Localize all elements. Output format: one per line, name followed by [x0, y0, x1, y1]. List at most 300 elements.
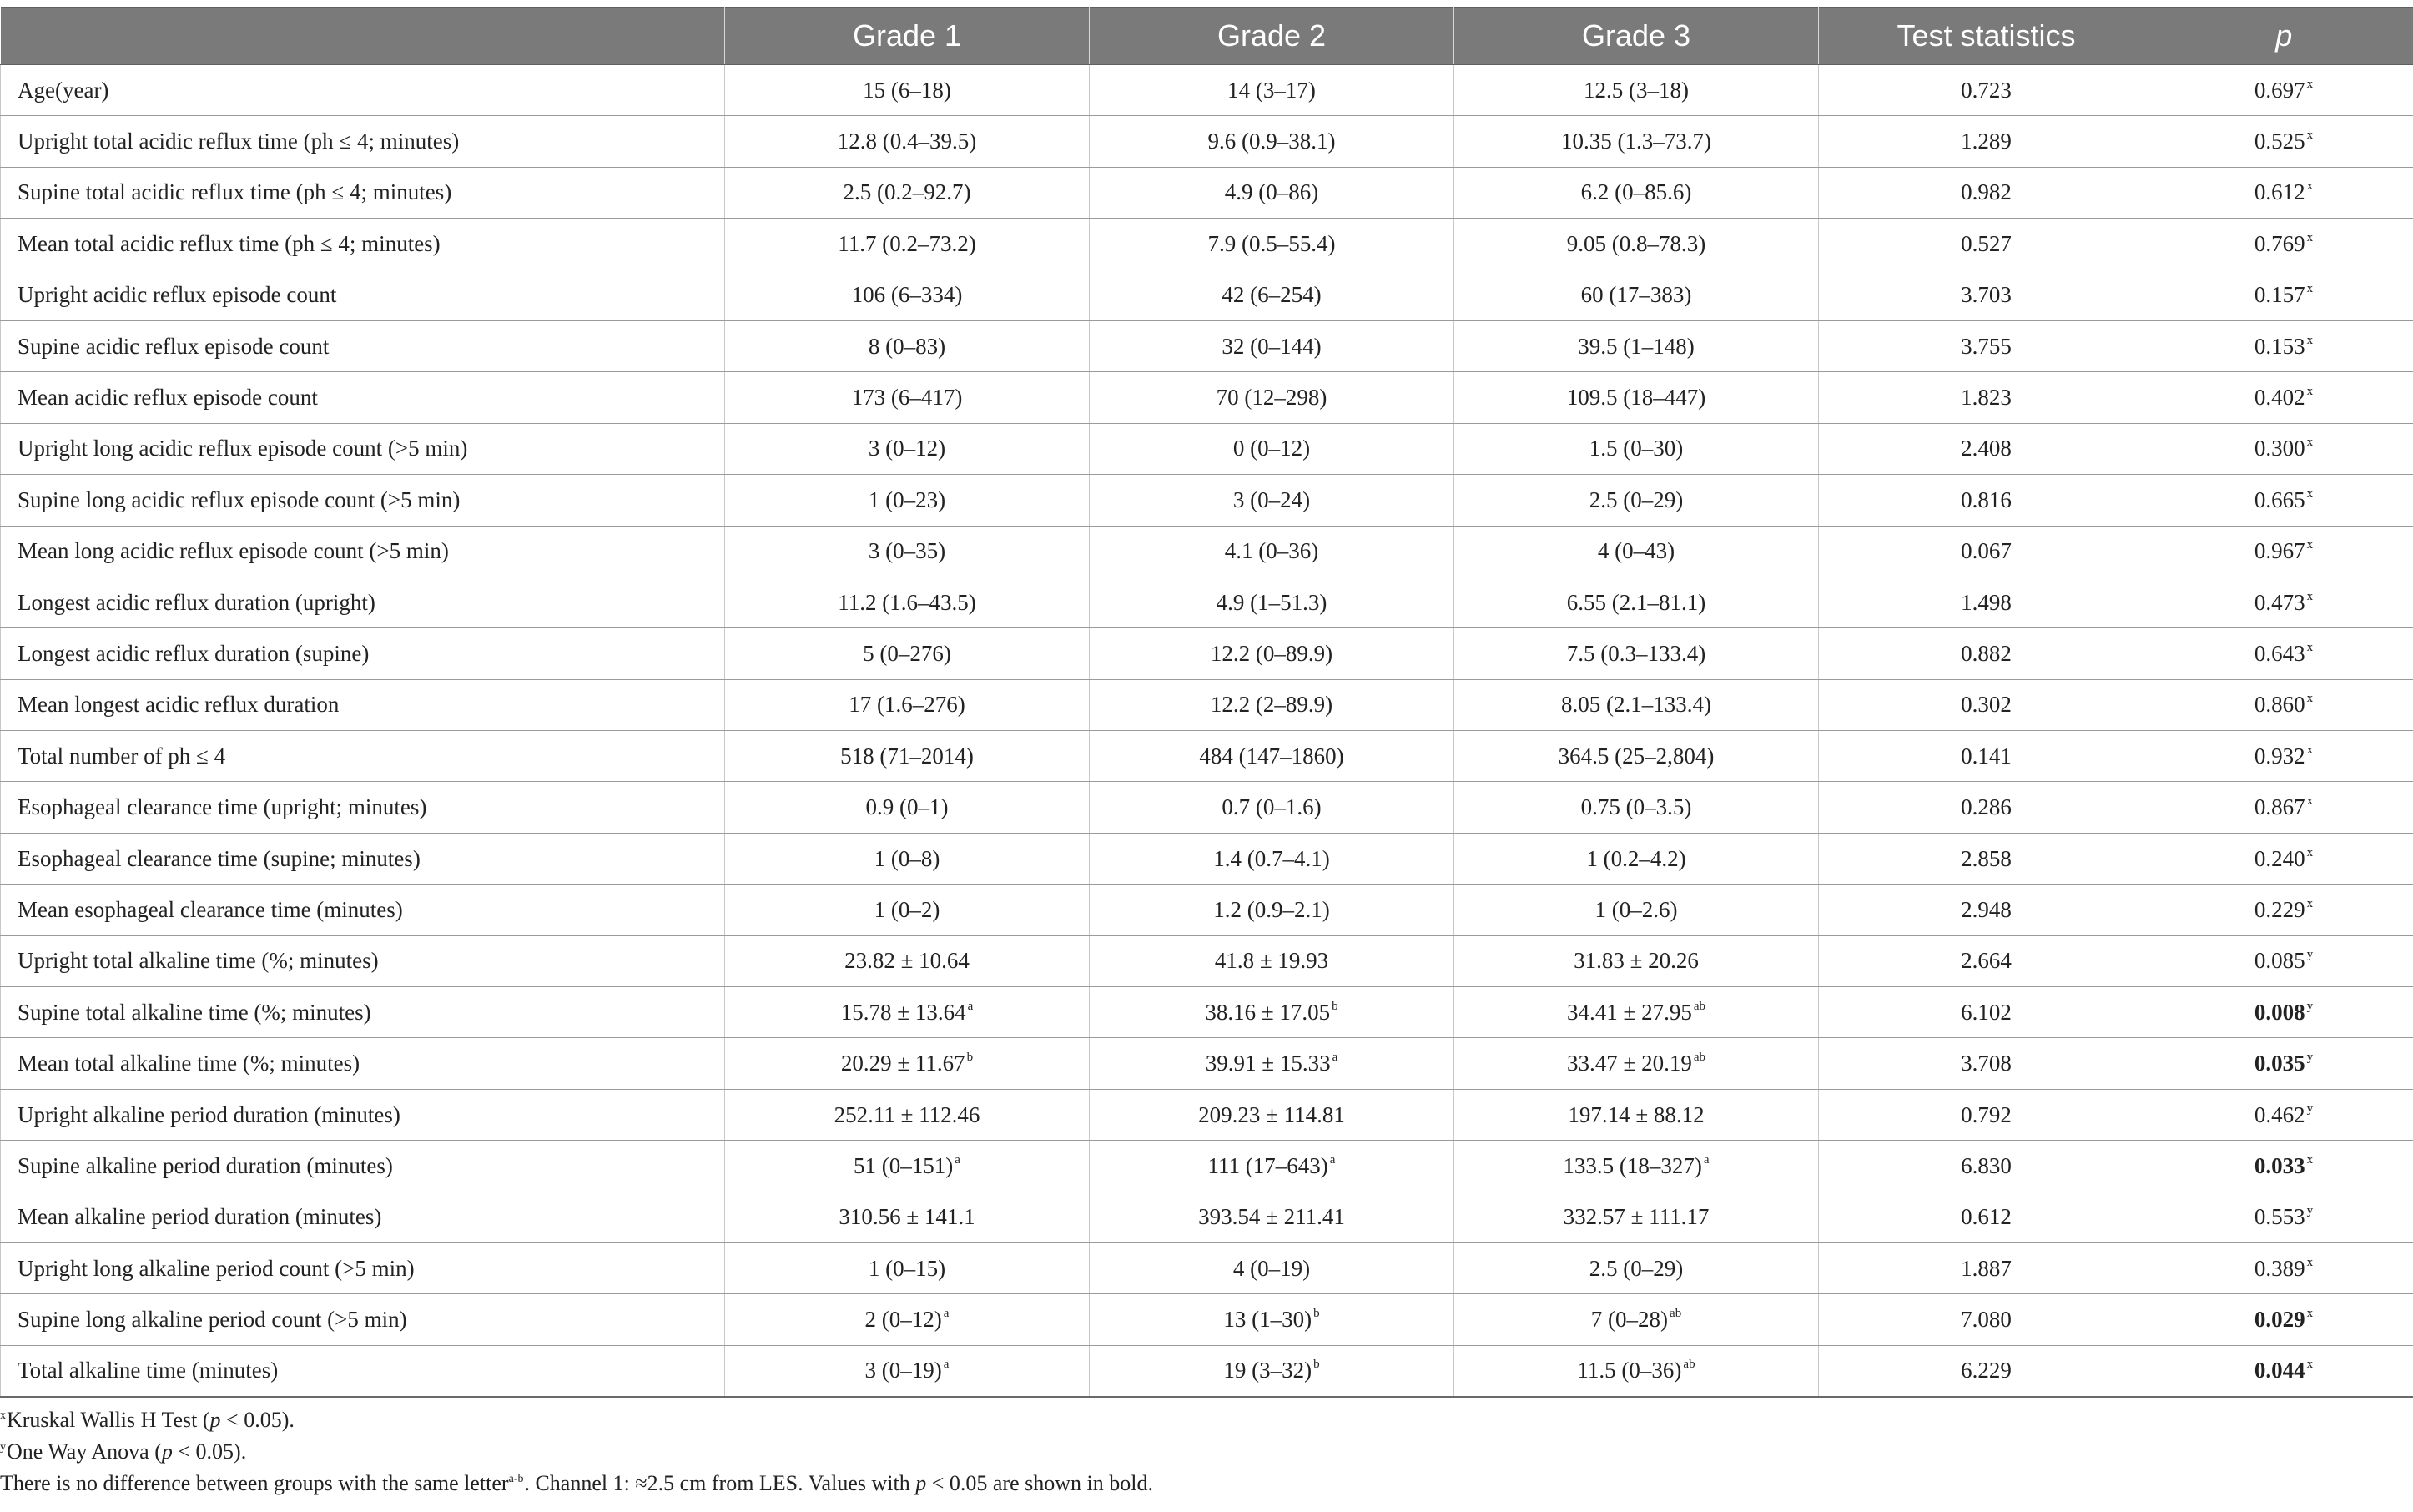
cell-value: 8 (0–83): [868, 333, 946, 359]
test-statistic-cell: 0.982: [1819, 167, 2154, 218]
header-cell-grade-3: Grade 3: [1454, 8, 1819, 65]
grade-1-cell: [725, 1242, 1090, 1293]
cell-value: 20.29 ± 11.67: [840, 1051, 965, 1076]
test-statistic-cell: 1.823: [1819, 372, 2154, 423]
group-letter: a: [943, 1307, 950, 1321]
grade-1-cell: [725, 475, 1090, 526]
row-label: Age(year): [1, 65, 725, 116]
footnote-note: [0, 1468, 1153, 1499]
cell-value: 15 (6–18): [863, 77, 951, 103]
cell-value: 9.6 (0.9–38.1): [1207, 129, 1336, 154]
test-marker: x: [2306, 1255, 2314, 1269]
footnote-x-tail: < 0.05).: [220, 1408, 295, 1432]
test-marker: x: [2306, 385, 2314, 399]
cell-value: 4.1 (0–36): [1224, 538, 1319, 564]
p-value-cell: [2154, 167, 2413, 218]
grade-1-cell: [725, 935, 1090, 986]
p-value: 0.867: [2254, 794, 2305, 820]
table-body: [1, 65, 2413, 1398]
footnote-x-mark: x: [0, 1409, 6, 1422]
cell-value: 2.5 (0.2–92.7): [843, 179, 971, 205]
footnote-y-tail: < 0.05).: [172, 1439, 247, 1464]
group-letter: a: [1332, 1051, 1338, 1065]
header-cell-grade-2: Grade 2: [1090, 8, 1454, 65]
cell-value: 12.2 (0–89.9): [1210, 640, 1333, 666]
cell-value: 60 (17–383): [1580, 282, 1692, 308]
test-marker: x: [2306, 538, 2314, 552]
cell-value: 111 (17–643): [1207, 1152, 1328, 1178]
table-row: [1, 782, 2413, 833]
group-letter: b: [1313, 1358, 1320, 1372]
grade-1-cell: [725, 1345, 1090, 1397]
row-label: Longest acidic reflux duration (upright): [1, 577, 725, 627]
p-value-cell: [2154, 935, 2413, 986]
table-row: [1, 679, 2413, 730]
group-letter: ab: [1693, 1051, 1705, 1065]
test-statistic-cell: 6.229: [1819, 1345, 2154, 1397]
row-label: Supine acidic reflux episode count: [1, 320, 725, 371]
test-marker: x: [2306, 436, 2314, 450]
cell-value: 1.4 (0.7–4.1): [1213, 845, 1330, 871]
cell-value: 39.91 ± 15.33: [1205, 1051, 1331, 1076]
test-marker: x: [2306, 640, 2314, 654]
test-statistic-cell: 0.612: [1819, 1192, 2154, 1242]
grade-2-cell: [1090, 475, 1454, 526]
test-statistic-cell: 0.792: [1819, 1089, 2154, 1140]
table-row: [1, 116, 2413, 167]
test-marker: x: [2306, 333, 2314, 347]
grade-2-cell: [1090, 1294, 1454, 1345]
table-row: [1, 475, 2413, 526]
p-value-cell: [2154, 628, 2413, 679]
test-statistic-cell: 0.527: [1819, 219, 2154, 270]
cell-value: 0.7 (0–1.6): [1222, 794, 1322, 820]
test-statistic-cell: 6.830: [1819, 1141, 2154, 1192]
grade-1-cell: [725, 1089, 1090, 1140]
p-value: 0.967: [2254, 538, 2305, 564]
table-row: [1, 987, 2413, 1038]
table-row: [1, 372, 2413, 423]
grade-1-cell: [725, 833, 1090, 884]
footnote-x-p: p: [209, 1408, 221, 1432]
test-statistic-cell: 0.723: [1819, 65, 2154, 116]
cell-value: 23.82 ± 10.64: [844, 948, 970, 974]
p-value: 0.229: [2254, 896, 2305, 922]
grade-1-cell: [725, 167, 1090, 218]
p-value-cell: [2154, 679, 2413, 730]
cell-value: 42 (6–254): [1222, 282, 1322, 308]
test-statistic-cell: 2.664: [1819, 935, 2154, 986]
grade-1-cell: [725, 270, 1090, 320]
grade-3-cell: [1454, 833, 1819, 884]
test-marker: y: [2306, 1051, 2314, 1065]
grade-2-cell: [1090, 987, 1454, 1038]
p-value-cell: [2154, 577, 2413, 627]
grade-1-cell: [725, 731, 1090, 782]
test-statistic-cell: 3.708: [1819, 1038, 2154, 1089]
p-value-cell: [2154, 270, 2413, 320]
cell-value: 1 (0–23): [868, 486, 946, 512]
group-letter: a: [943, 1358, 950, 1372]
cell-value: 5 (0–276): [863, 640, 951, 666]
table-row: [1, 833, 2413, 884]
cell-value: 1 (0.2–4.2): [1586, 845, 1686, 871]
p-value-cell: [2154, 833, 2413, 884]
grade-2-cell: [1090, 372, 1454, 423]
footnote-note-b: . Channel 1: ≈2.5 cm from LES. Values with: [524, 1471, 916, 1495]
cell-value: 9.05 (0.8–78.3): [1566, 230, 1706, 256]
p-value: 0.462: [2254, 1101, 2305, 1127]
footnote-note-p: p: [915, 1471, 927, 1495]
test-marker: x: [2306, 1307, 2314, 1321]
p-value: 0.157: [2254, 282, 2305, 308]
grade-1-cell: [725, 219, 1090, 270]
p-value: 0.033: [2254, 1152, 2305, 1178]
cell-value: 14 (3–17): [1227, 77, 1316, 103]
grade-3-cell: [1454, 987, 1819, 1038]
grade-2-cell: [1090, 167, 1454, 218]
grade-1-cell: [725, 372, 1090, 423]
test-statistic-cell: 3.703: [1819, 270, 2154, 320]
grade-2-cell: [1090, 1242, 1454, 1293]
cell-value: 41.8 ± 19.93: [1214, 948, 1329, 974]
cell-value: 7 (0–28): [1590, 1307, 1669, 1333]
table-row: [1, 1038, 2413, 1089]
row-label: Total number of ph ≤ 4: [1, 731, 725, 782]
p-value: 0.044: [2254, 1358, 2305, 1383]
p-value: 0.643: [2254, 640, 2305, 666]
row-label: Mean long acidic reflux episode count (>5 min): [1, 526, 725, 577]
grade-2-cell: [1090, 320, 1454, 371]
cell-value: 1 (0–2): [874, 896, 940, 922]
cell-value: 106 (6–334): [851, 282, 963, 308]
results-table-container: [0, 7, 2413, 1398]
cell-value: 12.2 (2–89.9): [1210, 692, 1333, 718]
p-value-cell: [2154, 1089, 2413, 1140]
row-label: Supine total alkaline time (%; minutes): [1, 987, 725, 1038]
p-value: 0.473: [2254, 589, 2305, 615]
grade-2-cell: [1090, 423, 1454, 474]
p-value-cell: [2154, 320, 2413, 371]
table-row: [1, 935, 2413, 986]
row-label: Upright total alkaline time (%; minutes): [1, 935, 725, 986]
cell-value: 12.5 (3–18): [1584, 77, 1689, 103]
grade-3-cell: [1454, 1345, 1819, 1397]
grade-2-cell: [1090, 1038, 1454, 1089]
grade-3-cell: [1454, 1089, 1819, 1140]
row-label: Upright long alkaline period count (>5 min): [1, 1242, 725, 1293]
cell-value: 1.2 (0.9–2.1): [1213, 896, 1330, 922]
test-statistic-cell: 7.080: [1819, 1294, 2154, 1345]
cell-value: 109.5 (18–447): [1566, 385, 1706, 411]
p-value-cell: [2154, 219, 2413, 270]
cell-value: 4.9 (1–51.3): [1216, 589, 1327, 615]
cell-value: 1 (0–2.6): [1594, 896, 1678, 922]
cell-value: 252.11 ± 112.46: [834, 1101, 980, 1127]
grade-1-cell: [725, 526, 1090, 577]
group-letter: b: [1313, 1307, 1320, 1321]
test-statistic-cell: 0.816: [1819, 475, 2154, 526]
p-value-cell: [2154, 1038, 2413, 1089]
grade-3-cell: [1454, 1242, 1819, 1293]
grade-1-cell: [725, 885, 1090, 935]
row-label: Upright alkaline period duration (minutes): [1, 1089, 725, 1140]
table-row: [1, 1242, 2413, 1293]
p-value: 0.153: [2254, 333, 2305, 359]
grade-3-cell: [1454, 1141, 1819, 1192]
p-value-cell: [2154, 423, 2413, 474]
p-value-cell: [2154, 731, 2413, 782]
p-value: 0.035: [2254, 1051, 2305, 1076]
test-marker: x: [2306, 845, 2314, 859]
cell-value: 34.41 ± 27.95: [1567, 999, 1692, 1025]
grade-2-cell: [1090, 731, 1454, 782]
table-row: [1, 65, 2413, 116]
p-value: 0.769: [2254, 230, 2305, 256]
cell-value: 4.9 (0–86): [1224, 179, 1319, 205]
group-letter: ab: [1693, 999, 1705, 1013]
grade-1-cell: [725, 320, 1090, 371]
grade-2-cell: [1090, 833, 1454, 884]
test-marker: x: [2306, 794, 2314, 809]
grade-3-cell: [1454, 219, 1819, 270]
row-label: Mean acidic reflux episode count: [1, 372, 725, 423]
p-value: 0.300: [2254, 436, 2305, 461]
grade-1-cell: [725, 628, 1090, 679]
cell-value: 39.5 (1–148): [1578, 333, 1695, 359]
p-value-cell: [2154, 65, 2413, 116]
test-marker: x: [2306, 230, 2314, 244]
grade-2-cell: [1090, 1192, 1454, 1242]
test-statistic-cell: 1.887: [1819, 1242, 2154, 1293]
group-letter: b: [966, 1051, 974, 1065]
row-label: Upright long acidic reflux episode count (>5 min): [1, 423, 725, 474]
cell-value: 518 (71–2014): [840, 743, 974, 769]
results-table: [0, 7, 2413, 1398]
grade-2-cell: [1090, 885, 1454, 935]
grade-2-cell: [1090, 679, 1454, 730]
table-row: [1, 577, 2413, 627]
header-cell-grade-1: Grade 1: [725, 8, 1090, 65]
footnote-note-a: There is no difference between groups with the same letter: [0, 1471, 509, 1495]
grade-1-cell: [725, 1192, 1090, 1242]
cell-value: 209.23 ± 114.81: [1198, 1101, 1345, 1127]
grade-2-cell: [1090, 577, 1454, 627]
grade-3-cell: [1454, 270, 1819, 320]
grade-3-cell: [1454, 475, 1819, 526]
cell-value: 38.16 ± 17.05: [1205, 999, 1331, 1025]
grade-3-cell: [1454, 935, 1819, 986]
cell-value: 11.7 (0.2–73.2): [838, 230, 976, 256]
test-marker: x: [2306, 77, 2314, 91]
p-value-cell: [2154, 1294, 2413, 1345]
p-value-cell: [2154, 1345, 2413, 1397]
p-value: 0.525: [2254, 129, 2305, 154]
cell-value: 0.9 (0–1): [865, 794, 949, 820]
grade-3-cell: [1454, 679, 1819, 730]
table-row: [1, 1294, 2413, 1345]
grade-3-cell: [1454, 1294, 1819, 1345]
group-letter: a: [955, 1152, 960, 1167]
cell-value: 484 (147–1860): [1199, 743, 1344, 769]
p-value-cell: [2154, 475, 2413, 526]
test-statistic-cell: 1.289: [1819, 116, 2154, 167]
cell-value: 6.2 (0–85.6): [1580, 179, 1692, 205]
test-marker: x: [2306, 282, 2314, 296]
grade-1-cell: [725, 1294, 1090, 1345]
grade-2-cell: [1090, 219, 1454, 270]
p-value: 0.085: [2254, 948, 2305, 974]
table-row: [1, 1345, 2413, 1397]
grade-2-cell: [1090, 782, 1454, 833]
test-statistic-cell: 1.498: [1819, 577, 2154, 627]
cell-value: 19 (3–32): [1223, 1358, 1312, 1383]
cell-value: 2 (0–12): [864, 1307, 942, 1333]
cell-value: 51 (0–151): [854, 1152, 954, 1178]
p-value: 0.612: [2254, 179, 2305, 205]
grade-2-cell: [1090, 270, 1454, 320]
cell-value: 70 (12–298): [1216, 385, 1327, 411]
cell-value: 12.8 (0.4–39.5): [837, 129, 977, 154]
test-statistic-cell: 3.755: [1819, 320, 2154, 371]
p-value-cell: [2154, 372, 2413, 423]
test-statistic-cell: 2.858: [1819, 833, 2154, 884]
grade-2-cell: [1090, 1089, 1454, 1140]
test-marker: y: [2306, 1101, 2314, 1116]
grade-3-cell: [1454, 526, 1819, 577]
test-statistic-cell: 0.141: [1819, 731, 2154, 782]
grade-3-cell: [1454, 731, 1819, 782]
cell-value: 3 (0–19): [864, 1358, 942, 1383]
row-label: Supine total acidic reflux time (ph ≤ 4; minutes): [1, 167, 725, 218]
row-label: Upright total acidic reflux time (ph ≤ 4; minutes): [1, 116, 725, 167]
test-statistic-cell: 0.067: [1819, 526, 2154, 577]
row-label: Upright acidic reflux episode count: [1, 270, 725, 320]
p-value-cell: [2154, 526, 2413, 577]
grade-3-cell: [1454, 577, 1819, 627]
test-marker: x: [2306, 179, 2314, 194]
p-value: 0.389: [2254, 1255, 2305, 1281]
grade-3-cell: [1454, 782, 1819, 833]
row-label: Esophageal clearance time (upright; minutes): [1, 782, 725, 833]
grade-3-cell: [1454, 423, 1819, 474]
grade-1-cell: [725, 782, 1090, 833]
table-row: [1, 628, 2413, 679]
p-value-cell: [2154, 782, 2413, 833]
test-statistic-cell: 0.882: [1819, 628, 2154, 679]
cell-value: 0 (0–12): [1232, 436, 1311, 461]
p-value: 0.240: [2254, 845, 2305, 871]
p-value-cell: [2154, 885, 2413, 935]
test-marker: y: [2306, 1204, 2314, 1218]
grade-1-cell: [725, 1141, 1090, 1192]
group-letter: a: [1329, 1152, 1336, 1167]
grade-1-cell: [725, 1038, 1090, 1089]
row-label: Supine long alkaline period count (>5 min): [1, 1294, 725, 1345]
p-value: 0.553: [2254, 1204, 2305, 1230]
row-label: Mean total alkaline time (%; minutes): [1, 1038, 725, 1089]
cell-value: 1.5 (0–30): [1589, 436, 1684, 461]
footnote-note-c: < 0.05 are shown in bold.: [926, 1471, 1153, 1495]
footnote-y-text: One Way Anova (: [7, 1439, 162, 1464]
footnote-y: [0, 1436, 1153, 1468]
table-row: [1, 1089, 2413, 1140]
table-row: [1, 320, 2413, 371]
cell-value: 7.9 (0.5–55.4): [1207, 230, 1336, 256]
grade-1-cell: [725, 679, 1090, 730]
footnote-y-p: p: [161, 1439, 173, 1464]
footnote-x-text: Kruskal Wallis H Test (: [7, 1408, 210, 1432]
grade-2-cell: [1090, 1345, 1454, 1397]
cell-value: 197.14 ± 88.12: [1568, 1101, 1705, 1127]
test-marker: x: [2306, 743, 2314, 757]
grade-3-cell: [1454, 65, 1819, 116]
row-label: Esophageal clearance time (supine; minutes): [1, 833, 725, 884]
table-row: [1, 423, 2413, 474]
footnote-y-mark: y: [0, 1441, 6, 1454]
cell-value: 17 (1.6–276): [849, 692, 965, 718]
table-row: [1, 1141, 2413, 1192]
cell-value: 133.5 (18–327): [1563, 1152, 1702, 1178]
cell-value: 2.5 (0–29): [1589, 486, 1684, 512]
grade-3-cell: [1454, 1038, 1819, 1089]
cell-value: 10.35 (1.3–73.7): [1561, 129, 1711, 154]
cell-value: 6.55 (2.1–81.1): [1566, 589, 1706, 615]
grade-1-cell: [725, 577, 1090, 627]
grade-3-cell: [1454, 167, 1819, 218]
footnotes: [0, 1404, 1153, 1499]
cell-value: 4 (0–43): [1597, 538, 1675, 564]
grade-3-cell: [1454, 116, 1819, 167]
p-value: 0.697: [2254, 77, 2305, 103]
group-letter: a: [967, 999, 974, 1013]
row-label: Mean longest acidic reflux duration: [1, 679, 725, 730]
test-statistic-cell: 6.102: [1819, 987, 2154, 1038]
test-statistic-cell: 0.302: [1819, 679, 2154, 730]
cell-value: 364.5 (25–2,804): [1558, 743, 1715, 769]
test-marker: x: [2306, 896, 2314, 910]
footnote-x: [0, 1404, 1153, 1436]
table-row: [1, 731, 2413, 782]
grade-3-cell: [1454, 320, 1819, 371]
grade-2-cell: [1090, 526, 1454, 577]
cell-value: 1 (0–8): [874, 845, 940, 871]
grade-3-cell: [1454, 628, 1819, 679]
cell-value: 173 (6–417): [851, 385, 963, 411]
table-row: [1, 1192, 2413, 1242]
cell-value: 3 (0–12): [868, 436, 946, 461]
group-letter: a: [1703, 1152, 1710, 1167]
row-label: Supine alkaline period duration (minutes): [1, 1141, 725, 1192]
test-marker: x: [2306, 129, 2314, 143]
grade-2-cell: [1090, 116, 1454, 167]
group-letter: b: [1332, 999, 1338, 1013]
grade-1-cell: [725, 987, 1090, 1038]
cell-value: 2.5 (0–29): [1589, 1255, 1684, 1281]
cell-value: 332.57 ± 111.17: [1563, 1204, 1710, 1230]
cell-value: 11.5 (0–36): [1577, 1358, 1682, 1383]
header-cell-label: [1, 8, 725, 65]
row-label: Mean total acidic reflux time (ph ≤ 4; minutes): [1, 219, 725, 270]
table-row: [1, 526, 2413, 577]
p-value-cell: [2154, 1141, 2413, 1192]
p-value-cell: [2154, 987, 2413, 1038]
row-label: Total alkaline time (minutes): [1, 1345, 725, 1397]
cell-value: 8.05 (2.1–133.4): [1561, 692, 1711, 718]
test-marker: x: [2306, 589, 2314, 603]
test-marker: x: [2306, 1358, 2314, 1372]
p-value-cell: [2154, 1242, 2413, 1293]
